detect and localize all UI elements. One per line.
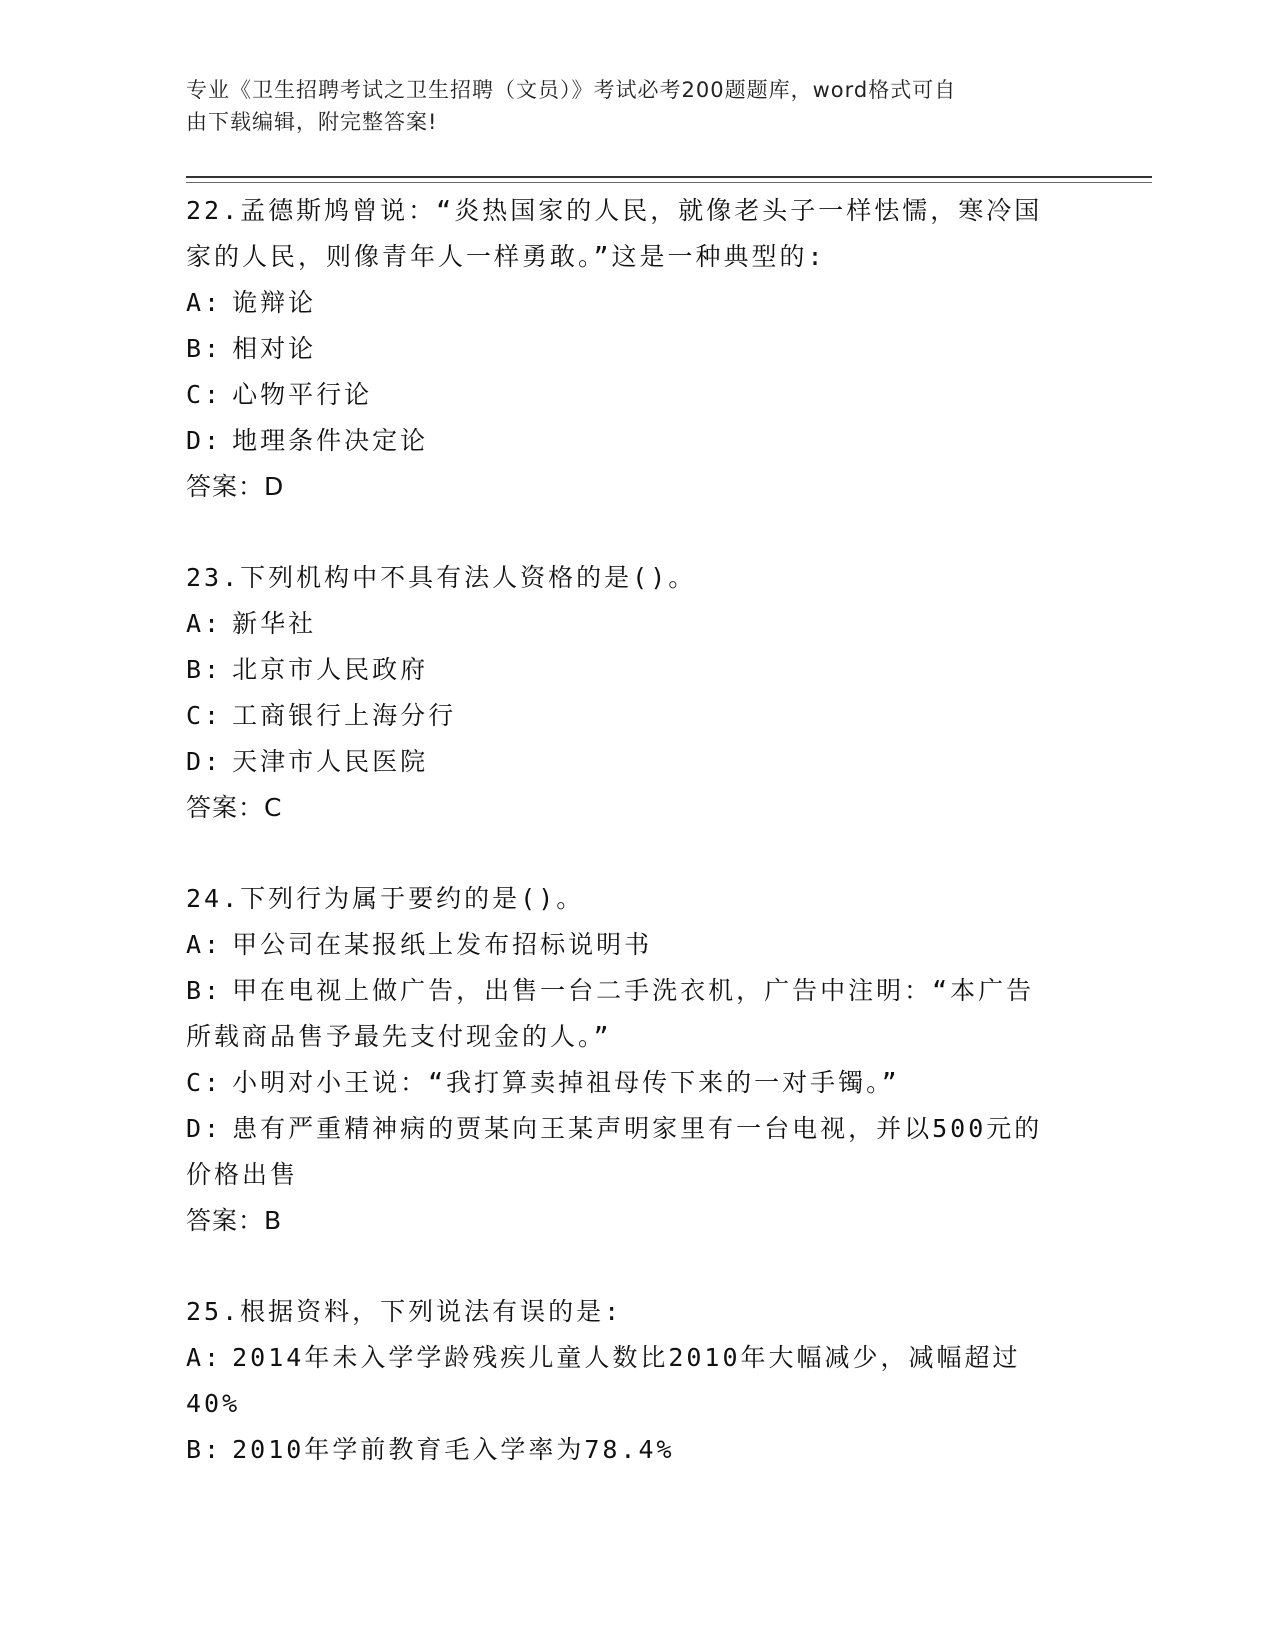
option-key: C: <box>186 380 223 409</box>
option-key: A: <box>186 930 223 959</box>
option-line <box>186 647 1086 693</box>
option-line <box>186 1427 1086 1473</box>
option-key: D: <box>186 1114 223 1143</box>
header-line: 由下载编辑，附完整答案! <box>186 110 438 134</box>
question-stem: 24.下列行为属于要约的是()。 <box>186 884 585 913</box>
question-list <box>186 188 1086 1518</box>
option-key: C: <box>186 701 223 730</box>
option-line <box>186 1060 1086 1106</box>
option-text: 新华社 <box>232 609 317 638</box>
option-key: B: <box>186 655 223 684</box>
question-stem: 23.下列机构中不具有法人资格的是()。 <box>186 563 697 592</box>
option-key: C: <box>186 1068 223 1097</box>
option-text: 天津市人民医院 <box>232 747 429 776</box>
question-block <box>186 188 1086 510</box>
option-text: 患有严重精神病的贾某向王某声明家里有一台电视，并以500元的 <box>232 1114 1043 1143</box>
option-text: 心物平行论 <box>232 380 373 409</box>
question-block <box>186 555 1086 831</box>
option-text: 小明对小王说：“我打算卖掉祖母传下来的一对手镯。” <box>232 1068 900 1097</box>
question-block <box>186 876 1086 1244</box>
option-text: 2010年学前教育毛入学率为78.4% <box>232 1435 675 1464</box>
option-text: 北京市人民政府 <box>232 655 429 684</box>
option-key: A: <box>186 288 223 317</box>
option-line <box>186 1014 1086 1060</box>
answer-line: 答案：C <box>186 793 283 822</box>
option-key: B: <box>186 976 223 1005</box>
option-line <box>186 693 1086 739</box>
header-divider-thick <box>186 176 1152 178</box>
option-text: 相对论 <box>232 334 317 363</box>
question-stem: 22.孟德斯鸠曾说：“炎热国家的人民，就像老头子一样怯懦，寒冷国 <box>186 196 1043 225</box>
question-block <box>186 1289 1086 1473</box>
option-line <box>186 601 1086 647</box>
option-line <box>186 280 1086 326</box>
option-text: 40% <box>186 1389 241 1418</box>
option-text: 工商银行上海分行 <box>232 701 457 730</box>
document-header <box>186 74 1066 138</box>
option-line <box>186 1335 1086 1381</box>
option-line <box>186 1381 1086 1427</box>
option-line <box>186 1106 1086 1152</box>
option-text: 地理条件决定论 <box>232 426 429 455</box>
option-line <box>186 326 1086 372</box>
option-line <box>186 922 1086 968</box>
header-divider-thin <box>186 182 1152 183</box>
option-line <box>186 372 1086 418</box>
question-stem: 25.根据资料，下列说法有误的是: <box>186 1297 623 1326</box>
option-key: B: <box>186 334 223 363</box>
option-line <box>186 418 1086 464</box>
option-key: D: <box>186 426 223 455</box>
option-line <box>186 739 1086 785</box>
question-stem: 家的人民，则像青年人一样勇敢。”这是一种典型的: <box>186 242 826 271</box>
option-text: 2014年未入学学龄残疾儿童人数比2010年大幅减少，减幅超过 <box>232 1343 1021 1372</box>
option-text: 价格出售 <box>186 1160 299 1189</box>
option-text: 所载商品售予最先支付现金的人。” <box>186 1022 612 1051</box>
option-line <box>186 1152 1086 1198</box>
option-key: A: <box>186 1343 223 1372</box>
option-key: D: <box>186 747 223 776</box>
option-text: 诡辩论 <box>232 288 317 317</box>
option-key: B: <box>186 1435 223 1464</box>
option-key: A: <box>186 609 223 638</box>
option-text: 甲公司在某报纸上发布招标说明书 <box>232 930 653 959</box>
answer-line: 答案：B <box>186 1206 283 1235</box>
option-text: 甲在电视上做广告，出售一台二手洗衣机，广告中注明：“本广告 <box>232 976 1035 1005</box>
answer-line: 答案：D <box>186 472 285 501</box>
header-line: 专业《卫生招聘考试之卫生招聘（文员）》考试必考200题题库，word格式可自 <box>186 78 957 102</box>
option-line <box>186 968 1086 1014</box>
